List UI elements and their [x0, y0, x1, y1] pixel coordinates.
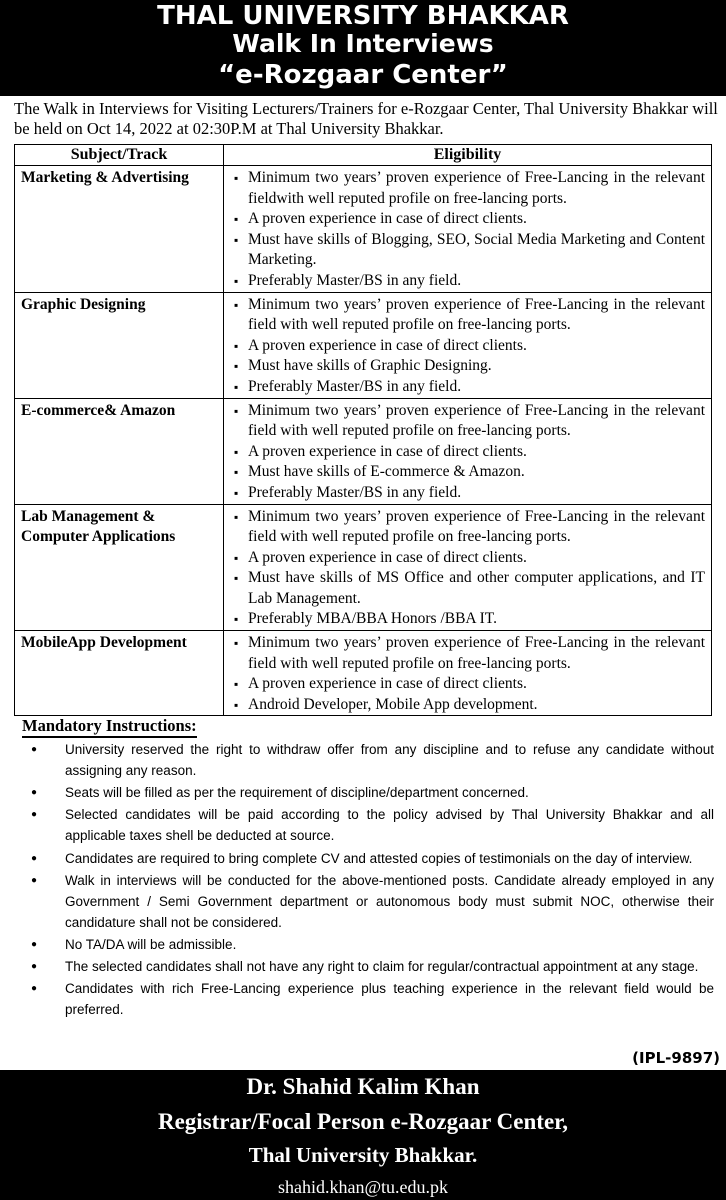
table-row: [15, 398, 712, 504]
subject-cell: MobileApp Development: [15, 631, 224, 716]
eligibility-item: ▪ A proven experience in case of direct clients.: [230, 209, 705, 230]
table-body: [15, 166, 712, 716]
table-row: [15, 631, 712, 716]
signatory-institution: Thal University Bhakkar.: [248, 1143, 478, 1167]
eligibility-table: [14, 144, 712, 716]
eligibility-list: [230, 401, 705, 504]
eligibility-item: ▪ Preferably Master/BS in any field.: [230, 483, 705, 504]
eligibility-item: ▪ Must have skills of Blogging, SEO, Social Media Marketing and Content Marketing.: [230, 230, 705, 271]
eligibility-item: ▪ Minimum two years’ proven experience of Free-Lancing in the relevant fieldwith well reputed profile on free-lancing ports.: [230, 168, 705, 209]
instruction-item: ● Walk in interviews will be conducted for the above-mentioned posts. Candidate already employed in any Government / Semi Government department or autonomous body must submit NOC, otherwise their candidature shall not be considered.: [14, 870, 714, 933]
eligibility-item: ▪ Preferably Master/BS in any field.: [230, 271, 705, 292]
eligibility-list: [230, 633, 705, 715]
eligibility-item: ▪ Minimum two years’ proven experience of Free-Lancing in the relevant field with well reputed profile on free-lancing ports.: [230, 633, 705, 674]
eligibility-item: ▪ A proven experience in case of direct clients.: [230, 442, 705, 463]
eligibility-item: ▪ Preferably MBA/BBA Honors /BBA IT.: [230, 609, 705, 630]
subject-cell: Marketing & Advertising: [15, 166, 224, 293]
eligibility-cell: [224, 166, 712, 293]
eligibility-item: ▪ Minimum two years’ proven experience of Free-Lancing in the relevant field with well reputed profile on free-lancing ports.: [230, 401, 705, 442]
subject-column-header: Subject/Track: [15, 145, 224, 166]
event-title: Walk In Interviews: [232, 29, 494, 58]
eligibility-item: ▪ Android Developer, Mobile App development.: [230, 695, 705, 716]
eligibility-item: ▪ Must have skills of MS Office and other computer applications, and IT Lab Management.: [230, 568, 705, 609]
eligibility-cell: [224, 631, 712, 716]
eligibility-cell: [224, 292, 712, 398]
eligibility-list: [230, 168, 705, 292]
instruction-item: ● University reserved the right to withdraw offer from any discipline and to refuse any candidate without assigning any reason.: [14, 739, 714, 781]
footer-banner: [0, 1070, 726, 1200]
eligibility-cell: [224, 398, 712, 504]
eligibility-item: ▪ A proven experience in case of direct clients.: [230, 674, 705, 695]
eligibility-item: ▪ Minimum two years’ proven experience of Free-Lancing in the relevant field with well reputed profile on free-lancing ports.: [230, 507, 705, 548]
subject-cell: E-commerce& Amazon: [15, 398, 224, 504]
table-row: [15, 292, 712, 398]
reference-code: (IPL-9897): [632, 1049, 720, 1067]
eligibility-item: ▪ Must have skills of Graphic Designing.: [230, 356, 705, 377]
instruction-item: ● The selected candidates shall not have any right to claim for regular/contractual appointment at any stage.: [14, 956, 714, 977]
instruction-item: ● No TA/DA will be admissible.: [14, 934, 714, 955]
instruction-item: ● Selected candidates will be paid according to the policy advised by Thal University Bhakkar and all applicable taxes shell be deducted at source.: [14, 804, 714, 846]
eligibility-cell: [224, 504, 712, 631]
header-banner: [0, 0, 726, 96]
eligibility-item: ▪ Must have skills of E-commerce & Amazon.: [230, 462, 705, 483]
instruction-item: ● Candidates are required to bring complete CV and attested copies of testimonials on the day of interview.: [14, 848, 714, 869]
eligibility-list: [230, 507, 705, 631]
eligibility-column-header: Eligibility: [224, 145, 712, 166]
subject-cell: Lab Management & Computer Applications: [15, 504, 224, 631]
institution-title: THAL UNIVERSITY BHAKKAR: [157, 1, 569, 31]
eligibility-item: ▪ A proven experience in case of direct clients.: [230, 548, 705, 569]
instruction-item: ● Candidates with rich Free-Lancing experience plus teaching experience in the relevant field would be preferred.: [14, 978, 714, 1020]
signatory-name: Dr. Shahid Kalim Khan: [246, 1074, 480, 1099]
center-title: “e-Rozgaar Center”: [218, 60, 508, 90]
eligibility-item: ▪ A proven experience in case of direct clients.: [230, 336, 705, 357]
eligibility-list: [230, 295, 705, 398]
subject-cell: Graphic Designing: [15, 292, 224, 398]
table-header-row: [15, 145, 712, 166]
contact-email: shahid.khan@tu.edu.pk: [277, 1177, 449, 1197]
table-row: [15, 166, 712, 293]
instructions-title: Mandatory Instructions:: [22, 716, 197, 738]
intro-paragraph: The Walk in Interviews for Visiting Lecturers/Trainers for e-Rozgaar Center, Thal University Bhakkar will be held on Oct 14, 2022 at 02:30P.M at Thal University Bhakkar.: [14, 99, 718, 138]
signatory-designation: Registrar/Focal Person e-Rozgaar Center,: [157, 1109, 569, 1134]
table-row: [15, 504, 712, 631]
instruction-item: ● Seats will be filled as per the requirement of discipline/department concerned.: [14, 782, 714, 803]
eligibility-item: ▪ Preferably Master/BS in any field.: [230, 377, 705, 398]
instructions-list: [14, 739, 714, 1022]
eligibility-item: ▪ Minimum two years’ proven experience of Free-Lancing in the relevant field with well reputed profile on free-lancing ports.: [230, 295, 705, 336]
